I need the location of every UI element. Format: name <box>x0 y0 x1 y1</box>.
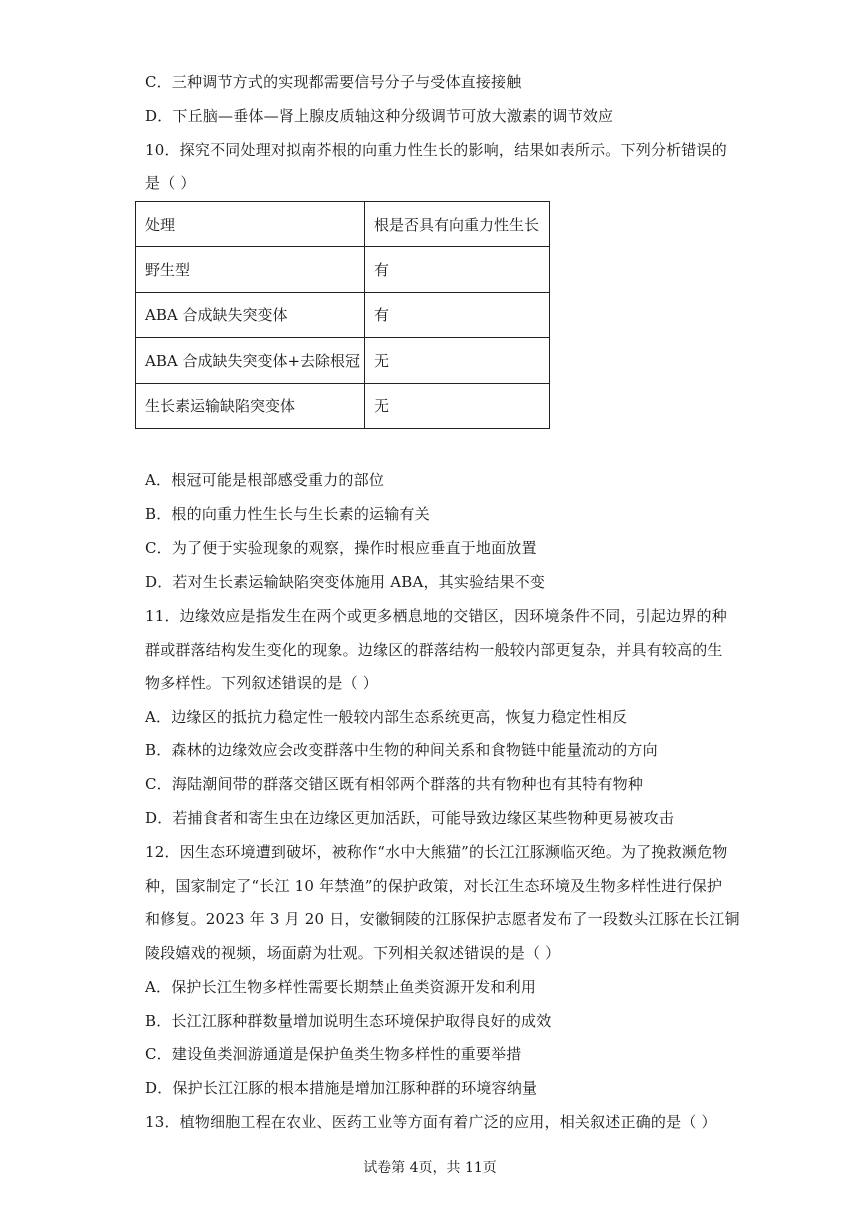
q12-stem-line-3: 和修复。2023 年 3 月 20 日，安徽铜陵的江豚保护志愿者发布了一段数头江豚在长江铜 <box>145 910 740 928</box>
q9-option-c: C．三种调节方式的实现都需要信号分子与受体直接接触 <box>145 73 522 91</box>
q11-stem-line-2: 群或群落结构发生变化的现象。边缘区的群落结构一般较内部更复杂，并具有较高的生 <box>145 641 723 659</box>
q11-option-d: D．若捕食者和寄生虫在边缘区更加活跃，可能导致边缘区某些物种更易被攻击 <box>145 809 675 827</box>
table-cell: 无 <box>365 383 550 428</box>
page-footer: 试卷第 4页，共 11页 <box>363 1160 497 1176</box>
q11-stem-line-1: 11．边缘效应是指发生在两个或更多栖息地的交错区，因环境条件不同，引起边界的种 <box>145 607 727 625</box>
table-cell: 有 <box>365 247 550 292</box>
q13-stem-line-1: 13．植物细胞工程在农业、医药工业等方面有着广泛的应用，相关叙述正确的是（ ） <box>145 1113 717 1131</box>
q12-option-b: B．长江江豚种群数量增加说明生态环境保护取得良好的成效 <box>145 1012 552 1030</box>
q12-option-a: A．保护长江生物多样性需要长期禁止鱼类资源开发和利用 <box>145 978 537 996</box>
q12-stem-line-1: 12．因生态环境遭到破坏，被称作“水中大熊猫”的长江江豚濒临灭绝。为了挽救濒危物 <box>145 843 728 861</box>
table-row <box>136 292 550 337</box>
table-header-cell: 根是否具有向重力性生长 <box>365 202 550 247</box>
q10-option-b: B．根的向重力性生长与生长素的运输有关 <box>145 505 430 523</box>
table-cell: 无 <box>365 338 550 383</box>
q11-stem-line-3: 物多样性。下列叙述错误的是（ ） <box>145 674 378 692</box>
q11-option-b: B．森林的边缘效应会改变群落中生物的种间关系和食物链中能量流动的方向 <box>145 741 658 759</box>
q10-stem-line-2: 是（ ） <box>145 174 196 192</box>
table-cell: 有 <box>365 292 550 337</box>
q12-stem-line-2: 种，国家制定了“长江 10 年禁渔”的保护政策，对长江生态环境及生物多样性进行保护 <box>145 877 723 895</box>
table-cell: ABA 合成缺失突变体 <box>136 292 365 337</box>
table-cell: ABA 合成缺失突变体+去除根冠 <box>136 338 365 383</box>
q10-option-c: C．为了便于实验现象的观察，操作时根应垂直于地面放置 <box>145 539 537 557</box>
q12-option-c: C．建设鱼类洄游通道是保护鱼类生物多样性的重要举措 <box>145 1045 522 1063</box>
q10-result-table <box>135 201 550 429</box>
table-cell: 生长素运输缺陷突变体 <box>136 383 365 428</box>
table-cell: 野生型 <box>136 247 365 292</box>
table-row <box>136 247 550 292</box>
table-header-cell: 处理 <box>136 202 365 247</box>
q12-stem-line-4: 陵段嬉戏的视频，场面蔚为壮观。下列相关叙述错误的是（ ） <box>145 944 561 962</box>
table-header-row <box>136 202 550 247</box>
table-row <box>136 338 550 383</box>
q10-stem-line-1: 10．探究不同处理对拟南芥根的向重力性生长的影响，结果如表所示。下列分析错误的 <box>145 141 727 159</box>
q9-option-d: D．下丘脑—垂体—肾上腺皮质轴这种分级调节可放大激素的调节效应 <box>145 107 614 125</box>
table-row <box>136 383 550 428</box>
q11-option-c: C．海陆潮间带的群落交错区既有相邻两个群落的共有物种也有其特有物种 <box>145 775 644 793</box>
q10-option-d: D．若对生长素运输缺陷突变体施用 ABA，其实验结果不变 <box>145 573 546 591</box>
q10-option-a: A．根冠可能是根部感受重力的部位 <box>145 471 385 489</box>
q12-option-d: D．保护长江江豚的根本措施是增加江豚种群的环境容纳量 <box>145 1079 538 1097</box>
q11-option-a: A．边缘区的抵抗力稳定性一般较内部生态系统更高，恢复力稳定性相反 <box>145 708 628 726</box>
